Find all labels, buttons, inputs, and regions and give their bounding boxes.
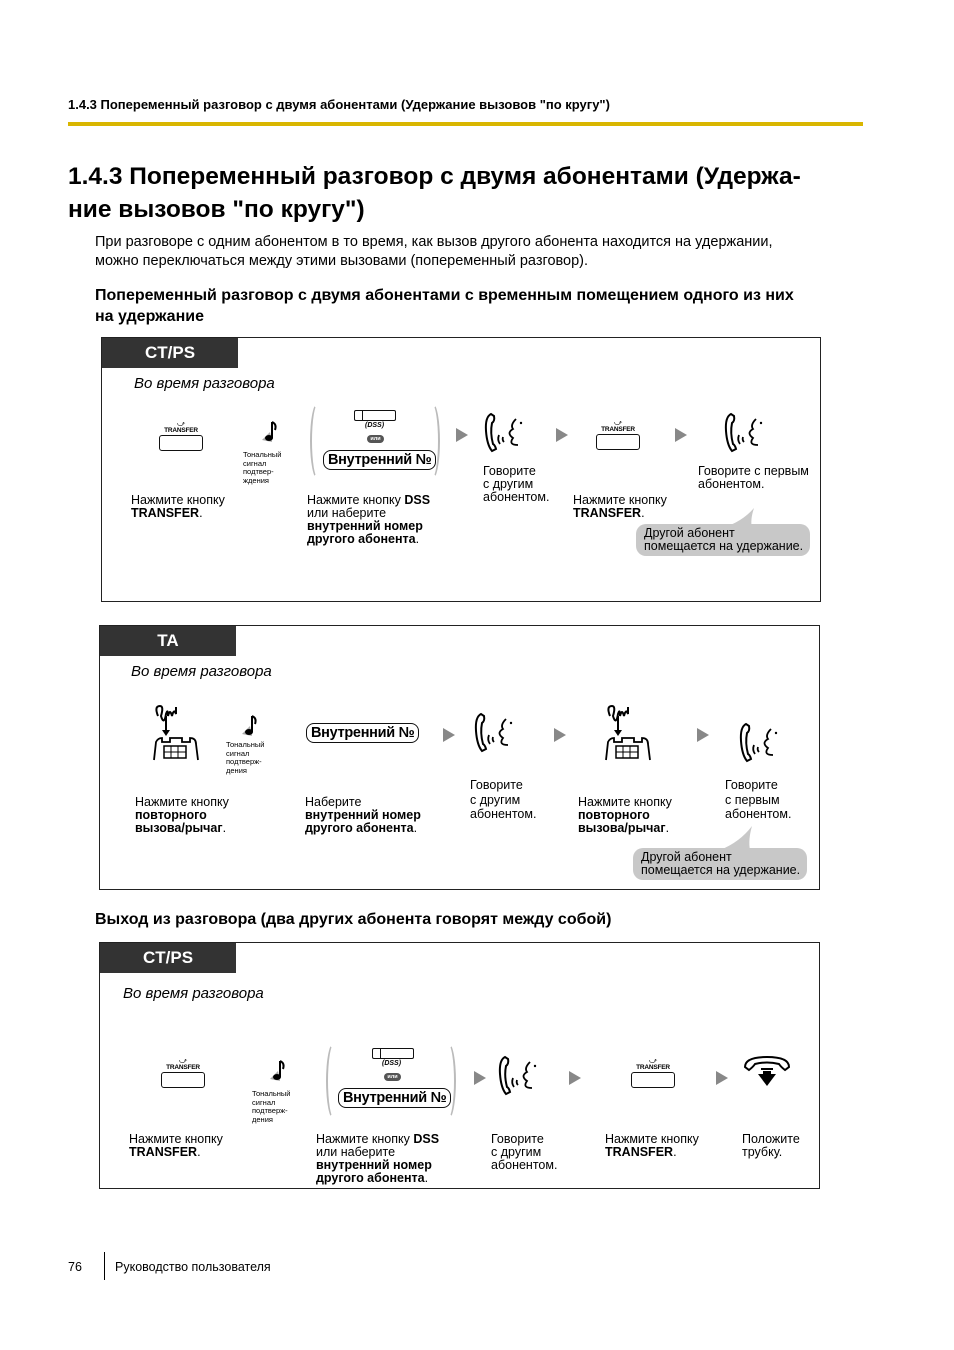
tone-note-icon <box>240 712 260 738</box>
tone-caption-line: сигнал <box>226 748 250 758</box>
text-line: Положите <box>742 1132 800 1146</box>
bold-text: внутренний номер <box>307 519 423 533</box>
step-1-text <box>131 494 225 520</box>
text-line: Говорите <box>725 778 778 792</box>
step-4-text <box>491 1133 557 1172</box>
key-outline <box>161 1072 205 1088</box>
footer-separator <box>104 1252 105 1280</box>
text-line: . <box>222 821 227 835</box>
tone-caption-line: Тональный <box>252 1089 291 1098</box>
bold-text: другого абонента <box>307 532 416 546</box>
curved-arrow-icon: ⤻ <box>613 418 623 427</box>
key-outline <box>631 1072 675 1088</box>
text-line: с другим <box>470 792 521 807</box>
procedure-panel-ctps <box>101 337 821 602</box>
text-line: помещается на удержание. <box>644 539 804 553</box>
paren-right <box>440 1042 456 1120</box>
bold-text: другого абонента <box>305 821 414 835</box>
during-call-label: Во время разговора <box>123 985 264 1002</box>
bold-text: внутренний номер <box>316 1158 432 1172</box>
step-3-text <box>307 494 430 546</box>
tone-caption <box>252 1090 291 1124</box>
extension-number-key: Внутренний № <box>338 1088 451 1108</box>
step-arrow-icon <box>697 728 709 742</box>
hang-up-icon <box>741 1055 793 1089</box>
text-line: Другой абонент <box>641 850 732 864</box>
bold-text: TRANSFER <box>131 506 200 520</box>
tone-caption <box>243 451 282 485</box>
bold-text: внутренний номер <box>305 808 421 822</box>
text-line: абонентом. <box>483 490 550 504</box>
talk-handset-icon <box>737 721 785 765</box>
step-1-text <box>135 796 229 835</box>
text-line: Нажмите кнопку <box>605 1132 699 1146</box>
text-line: Наберите <box>305 795 362 809</box>
text-line: Говорите <box>483 464 536 478</box>
bold-text: DSS <box>413 1132 440 1146</box>
text-line: с другим <box>491 1145 542 1159</box>
tone-caption-line: подтверж- <box>252 1106 288 1115</box>
step-arrow-icon <box>443 728 455 742</box>
step-4-text <box>483 465 549 504</box>
hold-note-bubble <box>636 524 810 556</box>
text-line: . <box>424 1171 429 1185</box>
text-line: Нажмите кнопку <box>129 1132 223 1146</box>
tone-caption-line: подтвер- <box>243 467 274 476</box>
transfer-key-label: TRANSFER <box>166 1064 200 1071</box>
curved-arrow-icon: ⤻ <box>648 1056 658 1065</box>
device-tag: CT/PS <box>100 943 236 973</box>
text-line: Нажмите кнопку <box>135 795 229 809</box>
talk-handset-icon <box>482 411 530 455</box>
step-arrow-icon <box>456 428 468 442</box>
dss-key-icon <box>372 1048 414 1059</box>
bubble-tail <box>720 826 760 850</box>
talk-handset-icon <box>722 411 770 455</box>
transfer-key-icon <box>630 1057 676 1088</box>
step-arrow-icon <box>675 428 687 442</box>
text-line: Другой абонент <box>644 526 735 540</box>
text-line: . <box>415 532 420 546</box>
step-3-text <box>305 796 421 835</box>
bold-text: вызова/рычаг <box>135 821 223 835</box>
text-line: или наберите <box>307 506 387 520</box>
bold-text: DSS <box>404 493 431 507</box>
step-5-text <box>578 796 672 835</box>
step-3-text <box>316 1133 439 1185</box>
key-outline <box>159 435 203 451</box>
text-line: . <box>197 1145 201 1159</box>
text-line: или наберите <box>316 1145 396 1159</box>
text-line: с первым <box>725 792 780 807</box>
page-number: 76 <box>68 1260 82 1274</box>
bold-text: вызова/рычаг <box>578 821 666 835</box>
text-line: . <box>665 821 670 835</box>
footer-doc-title: Руководство пользователя <box>115 1260 271 1274</box>
tone-caption-line: подтверж- <box>226 757 262 766</box>
bold-text: TRANSFER <box>573 506 642 520</box>
text-line: Говорите <box>470 778 523 792</box>
bold-text: повторного <box>135 808 207 822</box>
text-line: с другим <box>483 477 534 491</box>
step-arrow-icon <box>474 1071 486 1085</box>
intro-line-2: можно переключаться между этими вызовами (попеременный разговор). <box>95 253 589 269</box>
page-title-line-1: 1.4.3 Попеременный разговор с двумя абонентами (Удержа- <box>68 163 801 190</box>
intro-line-1: При разговоре с одним абонентом в то время, как вызов другого абонента находится на удержании, <box>95 234 773 250</box>
talk-handset-icon <box>496 1054 544 1098</box>
tone-caption-line: дения <box>252 1114 273 1124</box>
page-title-line-2: ние вызовов "по кругу") <box>68 196 365 223</box>
text-line: абонентом. <box>725 807 792 821</box>
dss-key-icon <box>354 410 396 421</box>
text-line: помещается на удержание. <box>641 863 801 877</box>
dss-or-extension-group <box>310 402 440 480</box>
tone-caption-line: Тональный <box>226 740 265 749</box>
procedure-panel-ta <box>99 625 820 890</box>
text-line: Нажмите кнопку <box>316 1132 414 1146</box>
intro-paragraph <box>95 233 875 271</box>
transfer-key-icon <box>160 1057 206 1088</box>
step-6-text <box>742 1133 800 1159</box>
page-title <box>68 160 868 226</box>
paren-left <box>310 402 326 480</box>
step-arrow-icon <box>554 728 566 742</box>
text-line: абонентом. <box>470 807 537 821</box>
step-6-text <box>698 465 809 491</box>
text-line: . <box>641 506 645 520</box>
transfer-key-label: TRANSFER <box>601 426 635 433</box>
step-6-text <box>725 778 791 822</box>
transfer-key-label: TRANSFER <box>636 1064 670 1071</box>
talk-handset-icon <box>472 711 520 755</box>
or-badge: или <box>367 435 384 443</box>
step-4-text <box>470 778 536 822</box>
text-line: Нажмите кнопку <box>131 493 225 507</box>
tone-caption <box>226 741 265 775</box>
tone-caption-line: Тональный <box>243 450 282 459</box>
section-heading-1 <box>95 285 885 327</box>
curved-arrow-icon: ⤻ <box>178 1056 188 1065</box>
extension-number-key: Внутренний № <box>306 723 419 743</box>
or-badge: или <box>384 1073 401 1081</box>
step-1-text <box>129 1133 223 1159</box>
section-heading-1-line-1: Попеременный разговор с двумя абонентами с временным помещением одного из них <box>95 287 794 304</box>
dss-label: (DSS) <box>365 422 385 429</box>
bold-text: повторного <box>578 808 650 822</box>
text-line: . <box>413 821 418 835</box>
text-line: трубку. <box>742 1145 783 1159</box>
dss-or-extension-group <box>326 1042 456 1120</box>
device-tag: CT/PS <box>102 338 238 368</box>
flash-recall-icon <box>152 704 200 762</box>
text-line: Нажмите кнопку <box>307 493 405 507</box>
tone-note-icon <box>268 1057 288 1083</box>
paren-left <box>326 1042 342 1120</box>
flash-recall-icon <box>604 704 652 762</box>
key-outline <box>596 434 640 450</box>
tone-caption-line: сигнал <box>252 1097 276 1107</box>
step-arrow-icon <box>716 1071 728 1085</box>
bold-text: другого абонента <box>316 1171 425 1185</box>
transfer-key-icon <box>595 419 641 450</box>
device-tag: TA <box>100 626 236 656</box>
text-line: Говорите с первым <box>698 464 809 478</box>
text-line: абонентом. <box>698 477 765 491</box>
text-line: . <box>199 506 203 520</box>
section-heading-1-line-2: на удержание <box>95 308 204 325</box>
tone-note-icon <box>260 418 280 444</box>
procedure-panel-ctps-leave <box>99 942 820 1189</box>
text-line: абонентом. <box>491 1158 558 1172</box>
bold-text: TRANSFER <box>129 1145 198 1159</box>
text-line: Говорите <box>491 1132 544 1146</box>
during-call-label: Во время разговора <box>134 375 275 392</box>
during-call-label: Во время разговора <box>131 663 272 680</box>
dss-label: (DSS) <box>382 1060 402 1067</box>
tone-caption-line: ждения <box>243 475 269 485</box>
bold-text: TRANSFER <box>605 1145 674 1159</box>
tone-caption-line: дения <box>226 765 247 775</box>
step-5-text <box>605 1133 699 1159</box>
text-line: Нажмите кнопку <box>573 493 667 507</box>
text-line: . <box>673 1145 677 1159</box>
step-arrow-icon <box>569 1071 581 1085</box>
header-rule <box>68 122 863 126</box>
hold-note-bubble <box>633 848 807 880</box>
running-header: 1.4.3 Попеременный разговор с двумя абонентами (Удержание вызовов "по кругу") <box>68 97 610 112</box>
curved-arrow-icon: ⤻ <box>176 419 186 428</box>
transfer-key-icon <box>158 420 204 451</box>
step-5-text <box>573 494 667 520</box>
extension-number-key: Внутренний № <box>323 450 436 470</box>
transfer-key-label: TRANSFER <box>164 427 198 434</box>
text-line: Нажмите кнопку <box>578 795 672 809</box>
step-arrow-icon <box>556 428 568 442</box>
section-heading-2: Выход из разговора (два других абонента говорят между собой) <box>95 911 612 928</box>
tone-caption-line: сигнал <box>243 458 267 468</box>
